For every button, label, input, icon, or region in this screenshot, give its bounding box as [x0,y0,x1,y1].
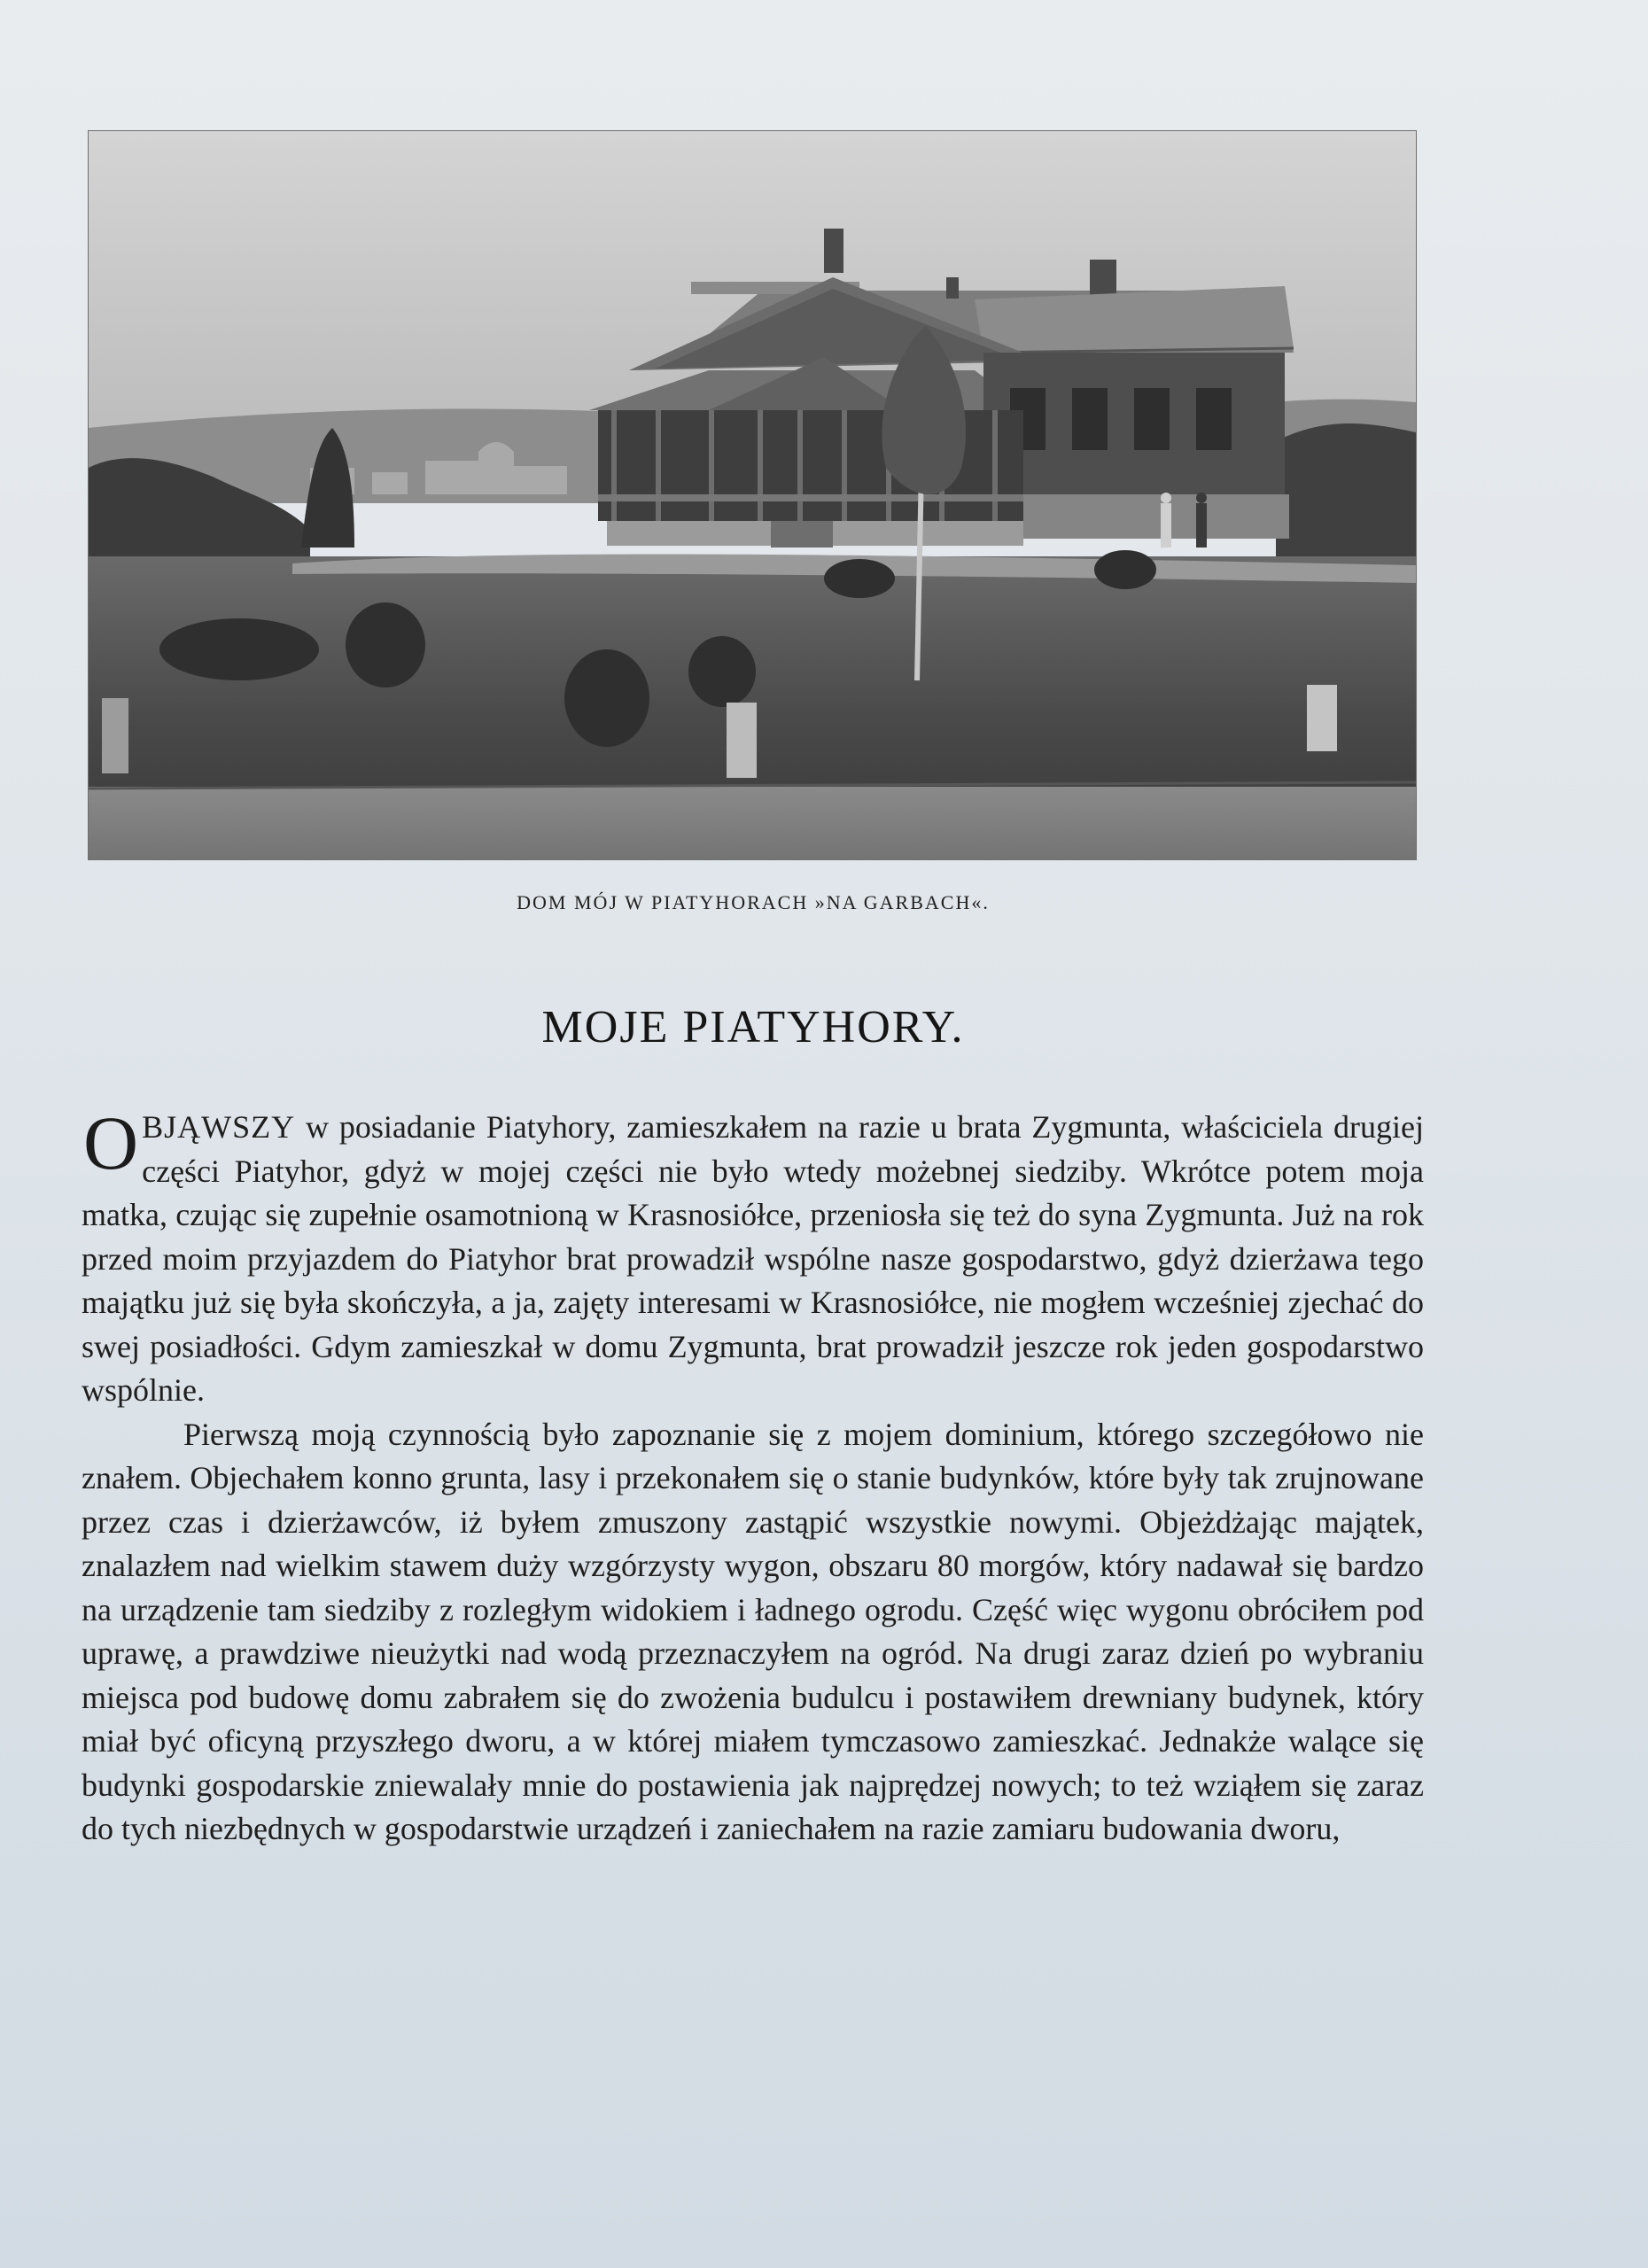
drop-cap: O [83,1100,139,1185]
house-photograph-image [89,131,1416,859]
paragraph-1 [82,1100,1424,1413]
paragraph-2: Pierwszą moją czynnością było zapoznanie się z mojem dominium, którego szczegółowo nie znałem. Objechałem konno grunta, lasy i przekonałem się o stanie budynków, które były tak zrujnowane przez czas i dzierżawców, iż byłem zmuszony zastąpić wszystkie nowymi. Objeżdżając majątek, znalazłem nad wielkim stawem duży wzgórzysty wygon, obszaru 80 morgów, który nadawał się bardzo na urządzenie tam siedziby z rozległym widokiem i ładnego ogrodu. Część więc wygonu obróciłem pod uprawę, a prawdziwe nieużytki nad wodą przeznaczyłem na ogród. Na drugi zaraz dzień po wybraniu miejsca pod budowę domu zabrałem się do zwożenia budulcu i postawiłem drewniany budynek, który miał być oficyną przyszłego dworu, a w której miałem tymczasowo zamieszkać. Jednakże walące się budynki gospodarskie zniewalały mnie do postawienia jak najprędzej nowych; to też wziąłem się zaraz do tych niezbędnych w gospodarstwie urządzeń i zaniechałem na razie zamiaru budowania dworu, [82,1416,1424,1846]
body-text [82,1100,1424,1852]
paragraph-1-text: w posiadanie Piatyhory, zamieszkałem na razie u brata Zygmunta, właściciela drugiej części Piatyhor, gdyż w mojej części nie było wtedy możebnej siedziby. Wkrótce potem moja matka, czując się zupełnie osamotnioną w Krasnosiółce, przeniosła się też do syna Zygmunta. Już na rok przed moim przyjazdem do Piatyhor brat prowadził wspólne nasze gospodarstwo, gdyż dzierżawa tego majątku już się była skończyła, a ja, zajęty interesami w Krasnosiółce, nie mogłem wcześniej zjechać do swej posiadłości. Gdym zamieszkał w domu Zygmunta, brat prowadził jeszcze rok jeden gospodarstwo wspólnie. [82,1109,1424,1408]
paragraph-1-first-word: BJĄWSZY [142,1109,296,1145]
photo-caption: DOM MÓJ W PIATYHORACH »NA GARBACH«. [517,891,990,913]
house-photograph [89,131,1416,859]
chapter-title: MOJE PIATYHORY. [541,1002,965,1052]
